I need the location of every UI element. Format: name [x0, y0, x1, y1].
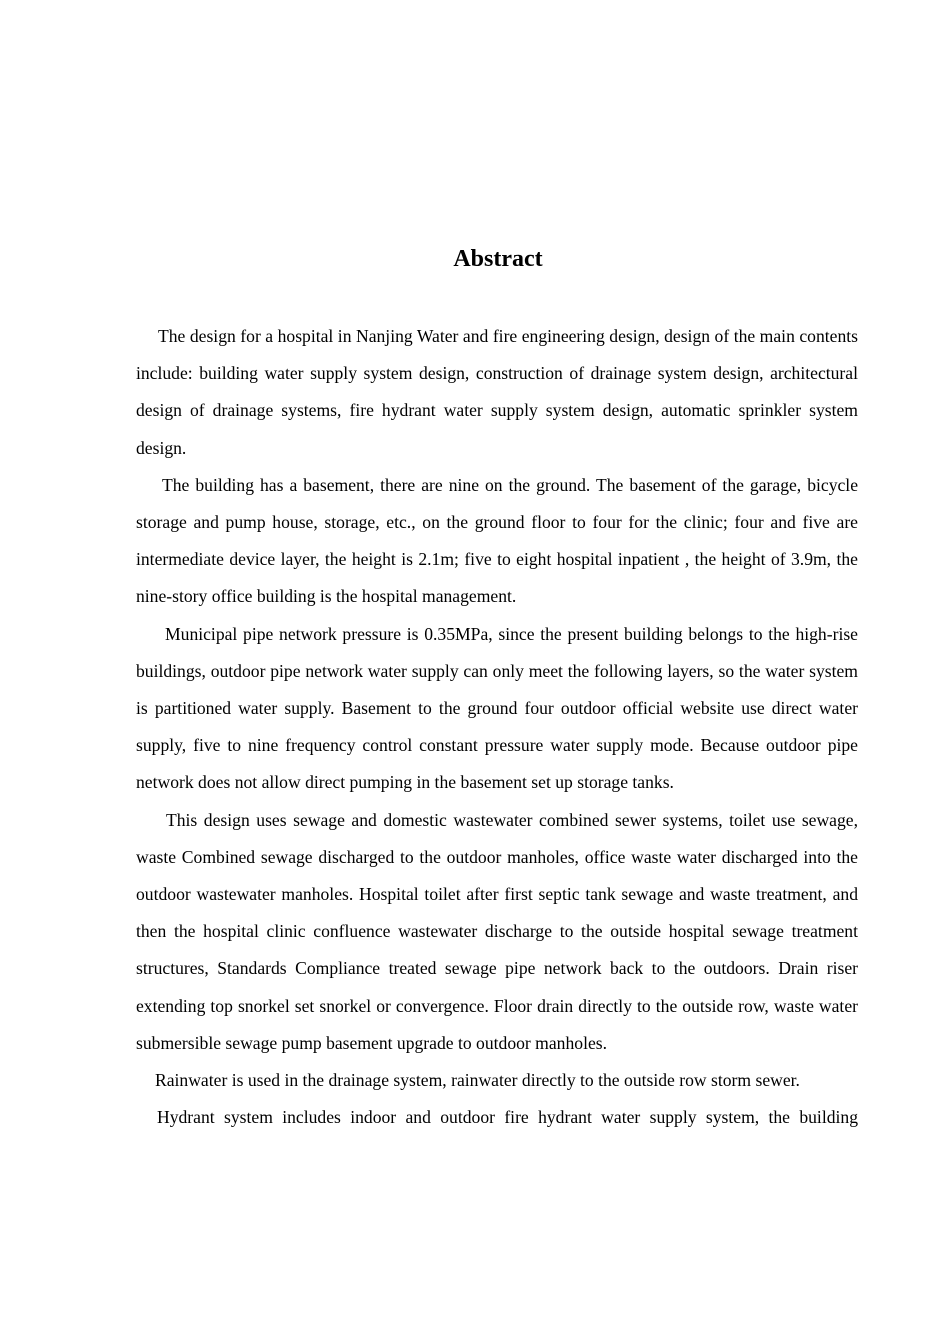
abstract-paragraph: Rainwater is used in the drainage system, rainwater directly to the outside row storm sewer.: [155, 1070, 800, 1091]
abstract-paragraph: Municipal pipe network pressure is 0.35MPa, since the present building belongs to the high-rise buildings, outdoor pipe network water supply can only meet the following layers, so the water system is partitioned water supply. Basement to the ground four outdoor official website use direct water supply, five to nine frequency control constant pressure water supply mode. Because outdoor pipe network does not allow direct pumping in the basement set up storage tanks.: [136, 623, 858, 793]
abstract-paragraph: This design uses sewage and domestic wastewater combined sewer systems, toilet use sewage, waste Combined sewage discharged to the outdoor manholes, office waste water discharged into the outdoor wastewater manholes. Hospital toilet after first septic tank sewage and waste treatment, and then the hospital clinic confluence wastewater discharge to the outside hospital sewage treatment structures, Standards Compliance treated sewage pipe network back to the outdoors. Drain riser extending top snorkel set snorkel or convergence. Floor drain directly to the outside row, waste water submersible sewage pump basement upgrade to outdoor manholes.: [136, 809, 858, 1053]
abstract-body: [136, 318, 858, 1136]
abstract-paragraph: Hydrant system includes indoor and outdoor fire hydrant water supply system, the building: [157, 1107, 858, 1128]
abstract-title: Abstract: [453, 246, 543, 272]
abstract-paragraph: The building has a basement, there are nine on the ground. The basement of the garage, bicycle storage and pump house, storage, etc., on the ground floor to four for the clinic; four and five are intermediate device layer, the height is 2.1m; five to eight hospital inpatient , the height of 3.9m, the nine-story office building is the hospital management.: [136, 474, 858, 607]
abstract-paragraph: The design for a hospital in Nanjing Water and fire engineering design, design of the main contents include: building water supply system design, construction of drainage system design, architectural design of drainage systems, fire hydrant water supply system design, automatic sprinkler system design.: [136, 326, 858, 458]
